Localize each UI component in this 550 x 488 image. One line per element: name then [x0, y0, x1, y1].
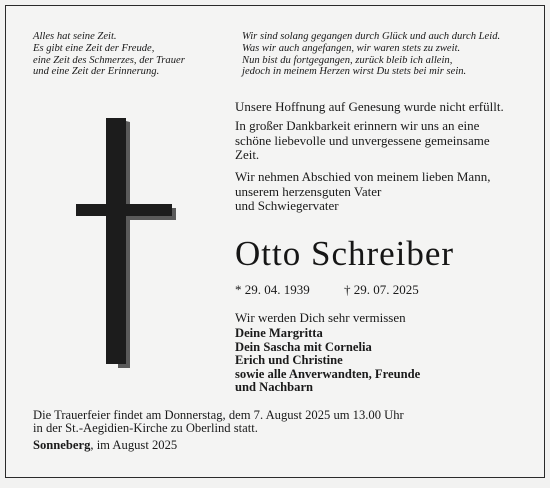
text-line: Zeit.: [235, 147, 260, 163]
mourner-line: und Nachbarn: [235, 380, 314, 395]
poem-line: eine Zeit des Schmerzes, der Trauer: [33, 54, 185, 66]
poem-line: Nun bist du fortgegangen, zurück bleib ich allein,: [242, 54, 453, 66]
place-date: [33, 438, 177, 453]
cross-icon: [76, 118, 176, 373]
mourner-line: Erich und Christine: [235, 353, 343, 368]
place-name: Sonneberg: [33, 438, 91, 452]
text-line: In großer Dankbarkeit erinnern wir uns an eine: [235, 118, 480, 133]
poem-right: [242, 31, 500, 78]
mourners-list: [235, 327, 420, 395]
mourner-line: Dein Sascha mit Cornelia: [235, 339, 372, 354]
place-date-text: , im August 2025: [90, 438, 178, 452]
death-date: † 29. 07. 2025: [344, 282, 419, 297]
farewell-text: [235, 170, 490, 214]
poem-line: jedoch in meinem Herzen wirst Du stets bei mir sein.: [242, 66, 467, 78]
hope-line: Unsere Hoffnung auf Genesung wurde nicht erfüllt.: [235, 99, 504, 114]
funeral-line: in der St.-Aegidien-Kirche zu Oberlind statt.: [33, 421, 258, 436]
mourner-line: sowie alle Anverwandten, Freunde: [235, 366, 421, 381]
birth-date: * 29. 04. 1939: [235, 282, 310, 297]
miss-line: Wir werden Dich sehr vermissen: [235, 310, 406, 325]
mourner-line: Deine Margritta: [235, 326, 323, 340]
text-line: unserem herzensguten Vater: [235, 183, 382, 199]
funeral-info: [33, 409, 404, 435]
deceased-name: Otto Schreiber: [235, 234, 455, 273]
poem-line: Wir sind solang gegangen durch Glück und auch durch Leid.: [242, 31, 501, 42]
poem-line: Es gibt eine Zeit der Freude,: [33, 42, 155, 54]
obituary-notice: [5, 5, 545, 478]
poem-line: Was wir auch angefangen, wir waren stets zu zweit.: [242, 42, 461, 54]
poem-line: Alles hat seine Zeit.: [33, 31, 117, 42]
poem-line: und eine Zeit der Erinnerung.: [33, 66, 160, 78]
funeral-line: Die Trauerfeier findet am Donnerstag, dem 7. August 2025 um 13.00 Uhr: [33, 408, 404, 422]
poem-left: [33, 31, 185, 78]
gratitude-text: [235, 119, 490, 163]
text-line: Wir nehmen Abschied von meinem lieben Mann,: [235, 169, 491, 184]
text-line: schöne liebevolle und unvergessene gemeinsame: [235, 132, 490, 148]
text-line: und Schwiegervater: [235, 198, 339, 214]
